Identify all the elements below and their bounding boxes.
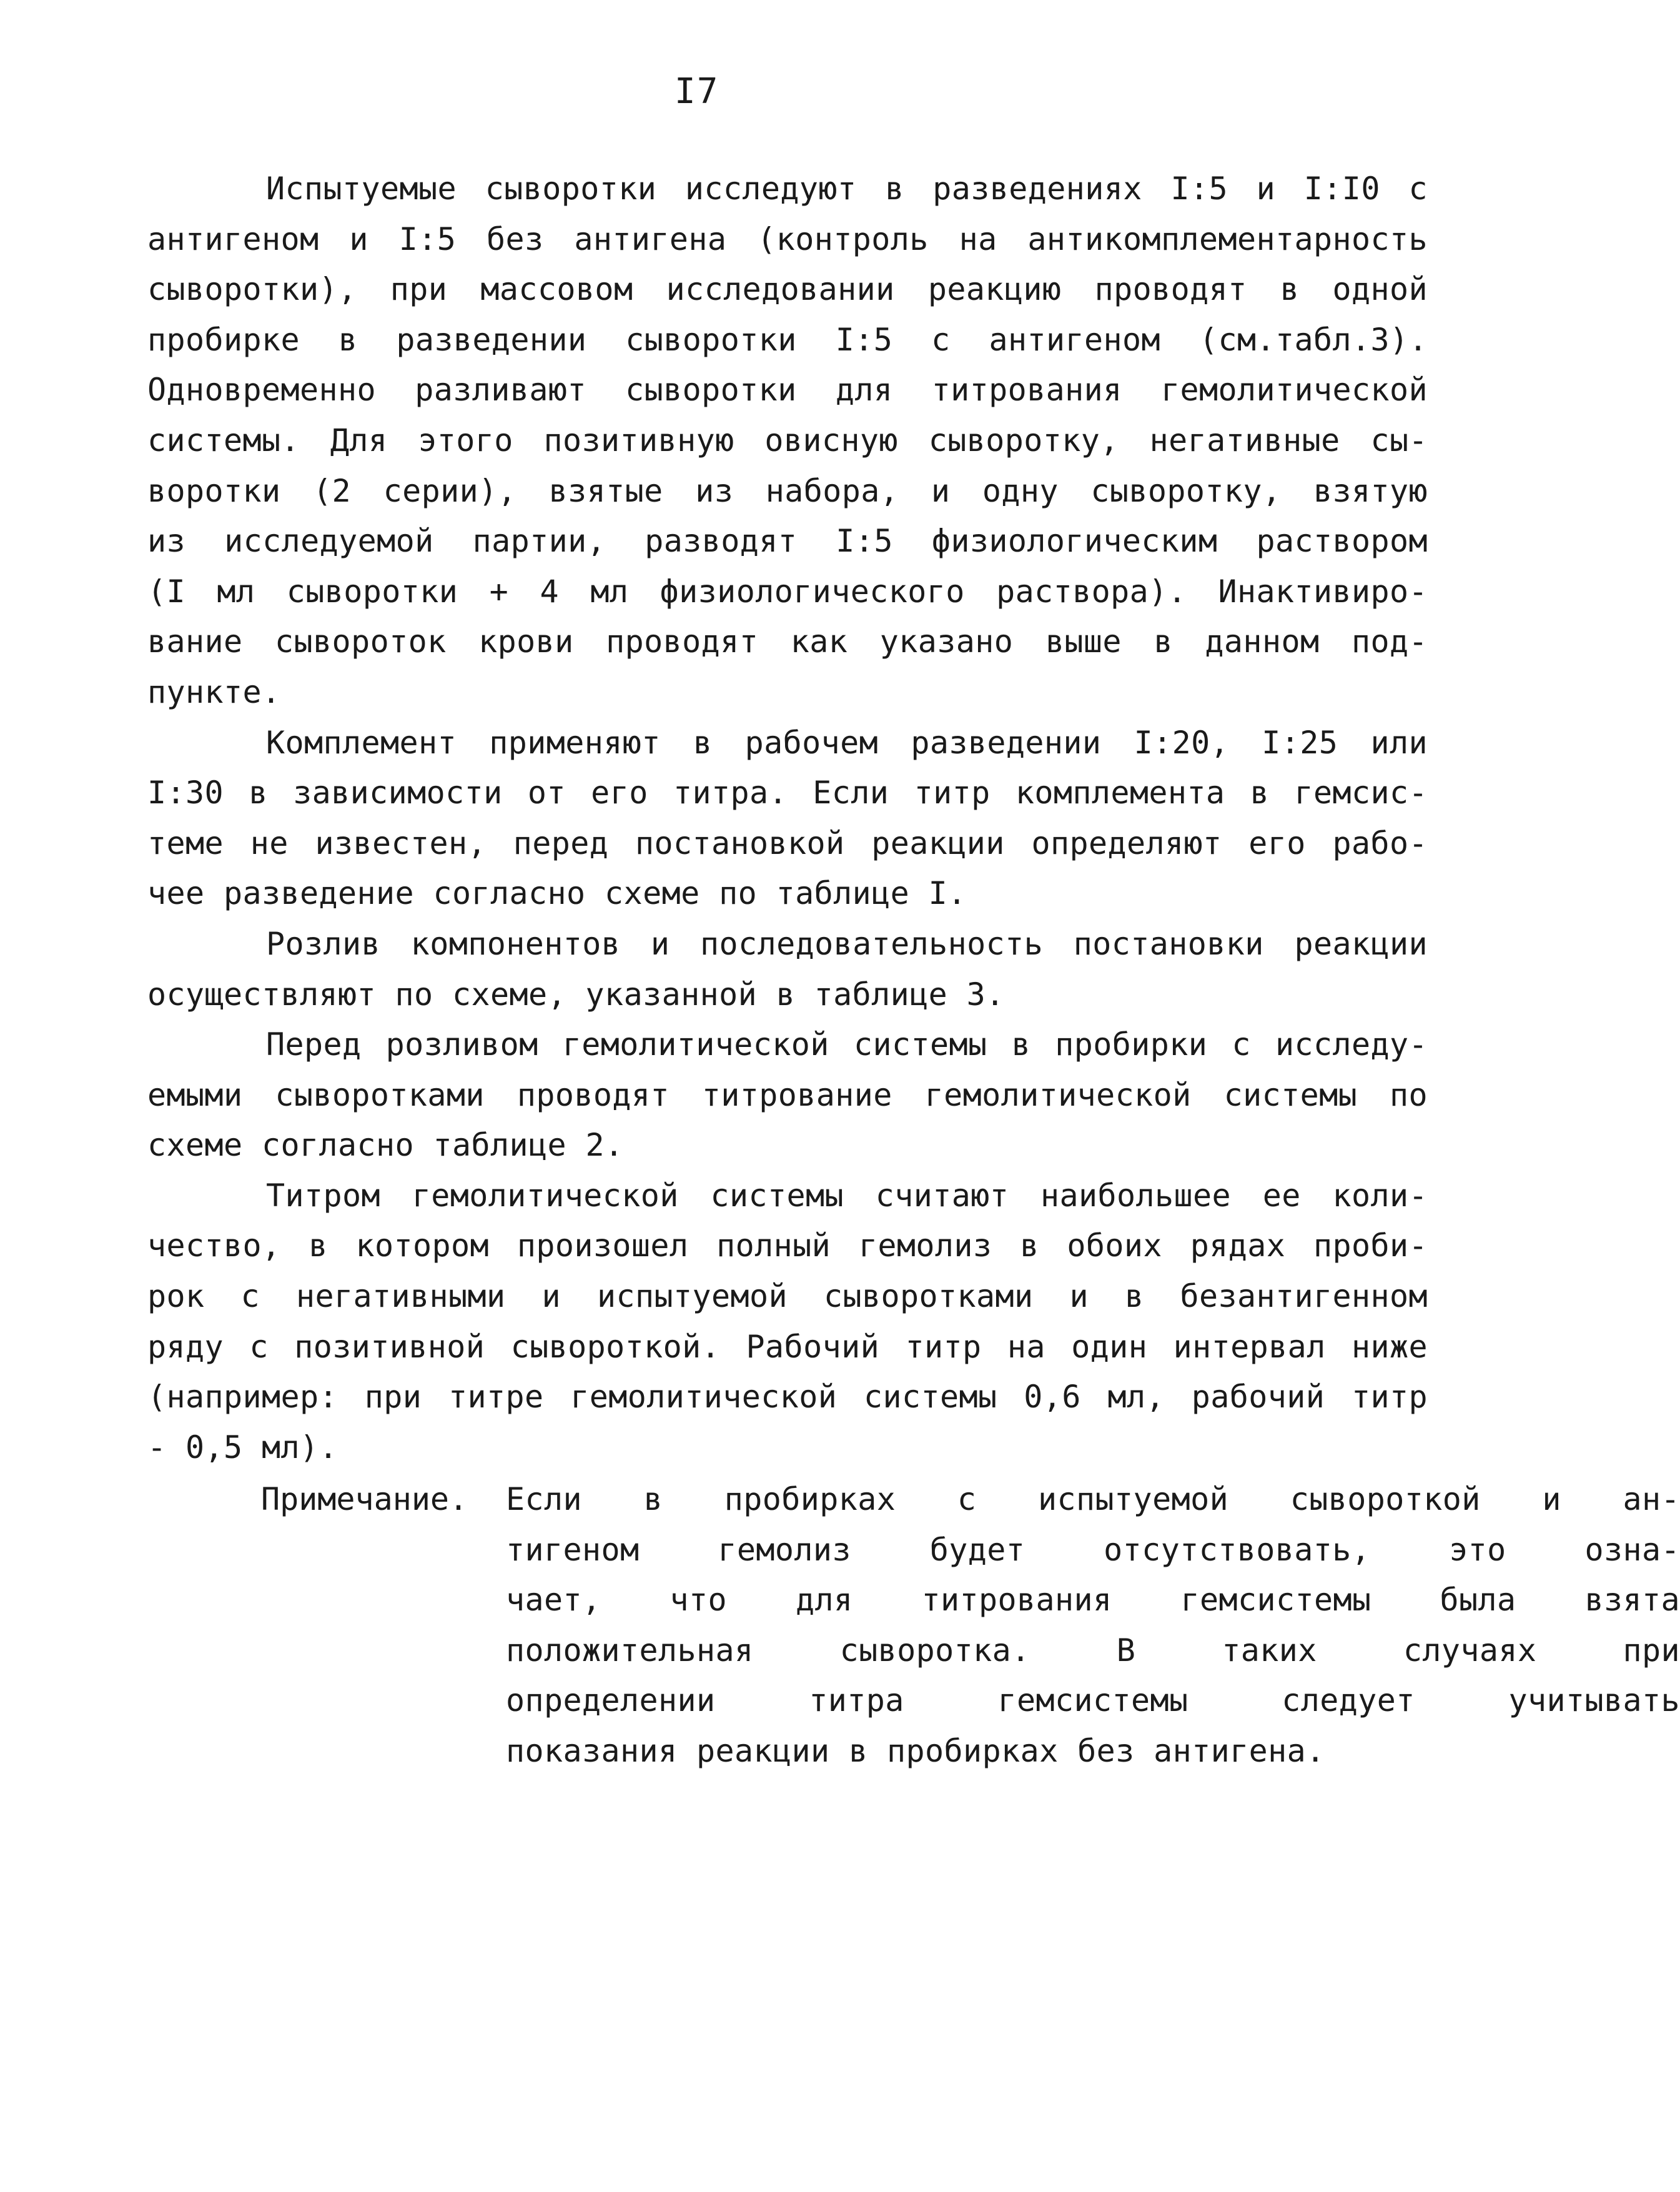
text-line: чество, в котором произошел полный гемолиз в обоих рядах проби- (147, 1227, 1428, 1264)
page-number: I7 (674, 71, 719, 112)
text-line: Розлив компонентов и последовательность постановки реакции (266, 925, 1428, 962)
paragraph (147, 164, 1428, 718)
text-line: вание сывороток крови проводят как указано выше в данном под- (147, 623, 1428, 660)
text-line: емыми сыворотками проводят титрование гемолитической системы по (147, 1076, 1428, 1113)
text-line: (I мл сыворотки + 4 мл физиологического раствора). Инактивиро- (147, 573, 1428, 610)
text-line: пункте. (147, 673, 281, 710)
text-line: чее разведение согласно схеме по таблице I. (147, 875, 967, 912)
text-line: Перед розливом гемолитической системы в пробирки с исследу- (266, 1026, 1428, 1063)
paragraph (147, 1019, 1428, 1171)
text-line: сыворотки), при массовом исследовании реакцию проводят в одной (147, 271, 1428, 308)
text-line: воротки (2 серии), взятые из набора, и одну сыворотку, взятую (147, 472, 1428, 509)
note-body (506, 1474, 1680, 1777)
text-line: системы. Для этого позитивную овисную сыворотку, негативные сы- (147, 422, 1428, 459)
note-line: Если в пробирках с испытуемой сывороткой и ан- (506, 1481, 1680, 1517)
note-line: показания реакции в пробирках без антигена. (506, 1732, 1325, 1769)
note-line: чает, что для титрования гемсистемы была взята (506, 1582, 1680, 1619)
text-line: Испытуемые сыворотки исследуют в разведениях I:5 и I:I0 с (266, 171, 1428, 207)
text-line: (например: при титре гемолитической системы 0,6 мл, рабочий титр (147, 1379, 1428, 1416)
text-line: Титром гемолитической системы считают наибольшее ее коли- (266, 1177, 1428, 1214)
paragraph (147, 718, 1428, 919)
text-line: I:30 в зависимости от его титра. Если титр комплемента в гемсис- (147, 775, 1428, 811)
paragraph (147, 1171, 1428, 1473)
text-line: пробирке в разведении сыворотки I:5 с антигеном (см.табл.3). (147, 321, 1428, 358)
text-line: Комплемент применяют в рабочем разведении I:20, I:25 или (266, 724, 1428, 761)
note-label: Примечание. (261, 1481, 468, 1517)
text-line: осуществляют по схеме, указанной в таблице 3. (147, 976, 1005, 1013)
text-line: антигеном и I:5 без антигена (контроль на антикомплементарность (147, 221, 1428, 257)
text-line: ряду с позитивной сывороткой. Рабочий титр на один интервал ниже (147, 1328, 1428, 1365)
note-line: положительная сыворотка. В таких случаях при (506, 1632, 1680, 1669)
text-line: Одновременно разливают сыворотки для титрования гемолитической (147, 372, 1428, 409)
body-text (147, 164, 1428, 1472)
text-line: из исследуемой партии, разводят I:5 физиологическим раствором (147, 523, 1428, 560)
paragraph (147, 919, 1428, 1019)
text-line: схеме согласно таблице 2. (147, 1127, 624, 1164)
text-line: теме не известен, перед постановкой реакции определяют его рабо- (147, 825, 1428, 861)
text-line: - 0,5 мл). (147, 1429, 338, 1465)
text-line: рок с негативными и испытуемой сыворотками и в безантигенном (147, 1278, 1428, 1315)
note-line: определении титра гемсистемы следует учитывать (506, 1682, 1680, 1719)
note-line: тигеном гемолиз будет отсутствовать, это озна- (506, 1531, 1680, 1568)
